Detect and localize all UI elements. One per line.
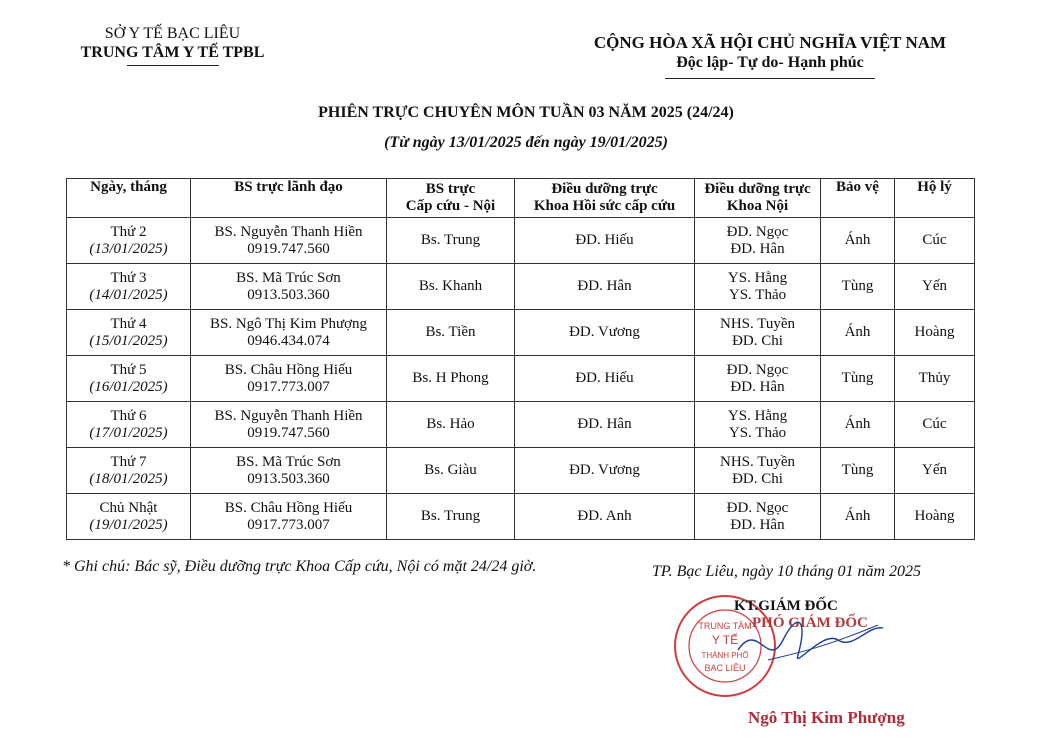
place-date: TP. Bạc Liêu, ngày 10 tháng 01 năm 2025 (652, 563, 922, 580)
cell-date (67, 218, 191, 264)
cell-er-doctor: Bs. Khanh (387, 264, 515, 310)
internal-nurse-2: ĐD. Chi (732, 332, 783, 349)
col-header-icu-nurse: Điều dưỡng trực Khoa Hồi sức cấp cứu (515, 179, 695, 218)
cell-icu-nurse: ĐD. Hiếu (515, 356, 695, 402)
cell-aide: Yến (895, 264, 975, 310)
cell-icu-nurse: ĐD. Vương (515, 448, 695, 494)
cell-date (67, 356, 191, 402)
col-header-internal-nurse: Điều dưỡng trực Khoa Nội (695, 179, 821, 218)
cell-date (67, 448, 191, 494)
table-header-row (67, 179, 975, 218)
cell-guard: Ánh (821, 494, 895, 540)
stamp-line-1: TRUNG TÂM (698, 621, 752, 631)
day-label: Chủ Nhật (99, 499, 158, 516)
leader-name: BS. Nguyễn Thanh Hiền (214, 223, 363, 240)
leader-name: BS. Nguyễn Thanh Hiền (214, 407, 363, 424)
document-subtitle: (Từ ngày 13/01/2025 đến ngày 19/01/2025) (384, 134, 668, 151)
cell-date (67, 494, 191, 540)
cell-internal-nurse (695, 494, 821, 540)
cell-er-doctor: Bs. Giàu (387, 448, 515, 494)
date-label: (18/01/2025) (89, 470, 168, 487)
cell-aide: Cúc (895, 402, 975, 448)
cell-internal-nurse (695, 448, 821, 494)
date-label: (17/01/2025) (89, 424, 168, 441)
cell-er-doctor: Bs. Trung (387, 218, 515, 264)
header-right (560, 33, 980, 79)
internal-nurse-1: NHS. Tuyền (719, 453, 796, 470)
cell-leader (191, 310, 387, 356)
table-row (67, 402, 975, 448)
duty-schedule-table (66, 178, 975, 540)
internal-nurse-1: ĐD. Ngọc (726, 223, 789, 240)
cell-internal-nurse (695, 402, 821, 448)
cell-er-doctor: Bs. Hảo (387, 402, 515, 448)
cell-leader (191, 448, 387, 494)
cell-aide: Cúc (895, 218, 975, 264)
internal-nurse-1: YS. Hằng (727, 407, 788, 424)
col-header-guard: Bảo vệ (821, 179, 895, 218)
nation-motto: Độc lập- Tự do- Hạnh phúc (676, 54, 864, 71)
col-header-er-doctor: BS trực Cấp cứu - Nội (387, 179, 515, 218)
day-label: Thứ 3 (110, 269, 147, 286)
cell-icu-nurse: ĐD. Hiếu (515, 218, 695, 264)
cell-leader (191, 402, 387, 448)
cell-leader (191, 218, 387, 264)
table-row (67, 448, 975, 494)
handwritten-signature (728, 610, 888, 680)
col-header-aide: Hộ lý (895, 179, 975, 218)
leader-phone: 0913.503.360 (247, 470, 330, 487)
leader-name: BS. Ngô Thị Kim Phượng (209, 315, 368, 332)
stamp-line-3: THÀNH PHỐ (701, 651, 749, 660)
cell-internal-nurse (695, 264, 821, 310)
cell-guard: Tùng (821, 264, 895, 310)
header-left-underline (127, 65, 219, 66)
cell-er-doctor: Bs. Tiền (387, 310, 515, 356)
signature-title: KT.GIÁM ĐỐC (734, 598, 838, 614)
internal-nurse-2: ĐD. Hân (730, 240, 785, 257)
cell-leader (191, 356, 387, 402)
day-label: Thứ 7 (110, 453, 147, 470)
nation-title: CỘNG HÒA XÃ HỘI CHỦ NGHĨA VIỆT NAM (593, 33, 947, 52)
cell-icu-nurse: ĐD. Hân (515, 264, 695, 310)
cell-icu-nurse: ĐD. Anh (515, 494, 695, 540)
cell-er-doctor: Bs. Trung (387, 494, 515, 540)
internal-nurse-2: ĐD. Hân (730, 516, 785, 533)
stamp-line-4: BẠC LIÊU (704, 663, 746, 673)
cell-aide: Yến (895, 448, 975, 494)
leader-phone: 0919.747.560 (247, 240, 330, 257)
date-label: (13/01/2025) (89, 240, 168, 257)
cell-guard: Ánh (821, 310, 895, 356)
col-header-leader: BS trực lãnh đạo (191, 179, 387, 218)
date-label: (19/01/2025) (89, 516, 168, 533)
cell-leader (191, 264, 387, 310)
internal-nurse-1: ĐD. Ngọc (726, 361, 789, 378)
leader-phone: 0913.503.360 (247, 286, 330, 303)
cell-guard: Tùng (821, 356, 895, 402)
cell-leader (191, 494, 387, 540)
signer-name: Ngô Thị Kim Phượng (748, 708, 905, 727)
cell-icu-nurse: ĐD. Vương (515, 310, 695, 356)
footnote: * Ghi chú: Bác sỹ, Điều dưỡng trực Khoa Cấp cứu, Nội có mặt 24/24 giờ. (62, 558, 537, 575)
table-row (67, 494, 975, 540)
leader-name: BS. Châu Hồng Hiếu (224, 499, 353, 516)
cell-icu-nurse: ĐD. Hân (515, 402, 695, 448)
cell-aide: Hoàng (895, 494, 975, 540)
leader-phone: 0919.747.560 (247, 424, 330, 441)
signature-subtitle: PHÓ GIÁM ĐỐC (752, 615, 868, 631)
internal-nurse-2: YS. Thảo (728, 424, 787, 441)
leader-name: BS. Châu Hồng Hiếu (224, 361, 353, 378)
cell-date (67, 310, 191, 356)
stamp-line-2: Y TẾ (711, 633, 739, 647)
day-label: Thứ 5 (110, 361, 147, 378)
day-label: Thứ 6 (110, 407, 147, 424)
internal-nurse-2: ĐD. Hân (730, 378, 785, 395)
leader-phone: 0917.773.007 (247, 378, 330, 395)
unit-name: TRUNG TÂM Y TẾ TPBL (80, 44, 265, 61)
cell-internal-nurse (695, 356, 821, 402)
leader-name: BS. Mã Trúc Sơn (236, 453, 341, 470)
day-label: Thứ 2 (110, 223, 147, 240)
document-title: PHIÊN TRỰC CHUYÊN MÔN TUẦN 03 NĂM 2025 (24/24) (318, 104, 734, 121)
header-right-underline (665, 78, 875, 79)
date-label: (15/01/2025) (89, 332, 168, 349)
cell-guard: Tùng (821, 448, 895, 494)
cell-aide: Hoàng (895, 310, 975, 356)
cell-guard: Ánh (821, 402, 895, 448)
internal-nurse-2: YS. Thảo (728, 286, 787, 303)
header-left (40, 24, 305, 66)
leader-name: BS. Mã Trúc Sơn (236, 269, 341, 286)
table-row (67, 218, 975, 264)
agency-name: SỞ Y TẾ BẠC LIÊU (104, 25, 241, 42)
date-label: (14/01/2025) (89, 286, 168, 303)
leader-phone: 0946.434.074 (247, 332, 330, 349)
cell-date (67, 264, 191, 310)
cell-guard: Ánh (821, 218, 895, 264)
internal-nurse-2: ĐD. Chi (732, 470, 783, 487)
cell-er-doctor: Bs. H Phong (387, 356, 515, 402)
date-label: (16/01/2025) (89, 378, 168, 395)
col-header-date: Ngày, tháng (67, 179, 191, 218)
day-label: Thứ 4 (110, 315, 147, 332)
cell-date (67, 402, 191, 448)
internal-nurse-1: YS. Hằng (727, 269, 788, 286)
table-row (67, 310, 975, 356)
leader-phone: 0917.773.007 (247, 516, 330, 533)
internal-nurse-1: NHS. Tuyền (719, 315, 796, 332)
internal-nurse-1: ĐD. Ngọc (726, 499, 789, 516)
cell-aide: Thủy (895, 356, 975, 402)
table-row (67, 264, 975, 310)
table-row (67, 356, 975, 402)
cell-internal-nurse (695, 218, 821, 264)
cell-internal-nurse (695, 310, 821, 356)
